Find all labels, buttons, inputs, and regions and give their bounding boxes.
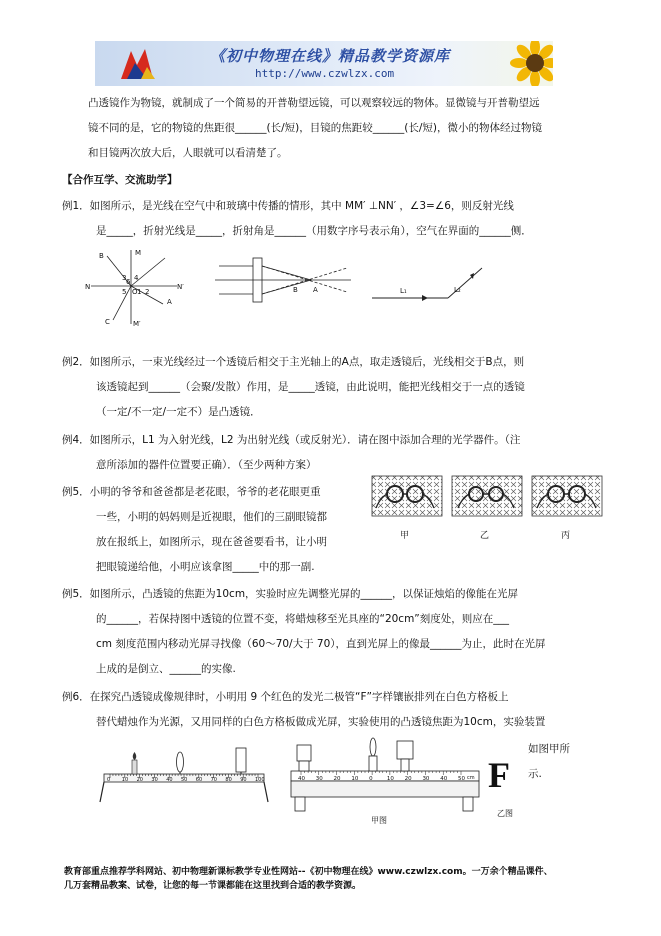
caption-jia-fig: 甲图	[371, 816, 387, 825]
ex5a-line-1: 例5．小明的爷爷和爸爸都是老花眼，爷爷的老花眼更重	[62, 486, 321, 498]
label-n-prime: N′	[177, 283, 184, 291]
label-4: 4	[134, 274, 139, 282]
banner-title: 《初中物理在线》精品教学资源库	[210, 47, 451, 65]
ray-label-l1: L₁	[400, 287, 407, 295]
ex6-line-1: 例6．在探究凸透镜成像规律时，小明用 9 个红色的发光二极管“F”字样镶嵌排列在白色方格板上	[62, 691, 509, 703]
apparatus-tick-label: 30	[315, 776, 323, 782]
bench-tick-label: 100	[255, 777, 265, 783]
apparatus-unit: cm	[467, 775, 475, 781]
ex5b-line-3: cm 刻度范围内移动光屏寻找像（60～70/大于 70），直到光屏上的像最______为止，此时在光屏	[96, 638, 546, 650]
ex5a-line-4: 把眼镜递给他，小明应该拿图_____中的那一副.	[96, 561, 315, 573]
label-5: 5	[122, 288, 127, 296]
caption-yi: 乙	[480, 531, 490, 541]
bench-tick-label: 30	[151, 777, 158, 783]
banner-url: http://www.czwlzx.com	[255, 67, 395, 80]
apparatus-tick-label: 20	[404, 776, 412, 782]
apparatus-tick-label: 10	[351, 776, 359, 782]
apparatus-source	[297, 745, 311, 771]
caption-yi-fig: 乙图	[497, 809, 513, 818]
apparatus-tick-label: 40	[298, 776, 305, 782]
ray-l1-l2-diagram	[370, 262, 510, 312]
bench-tick-label: 90	[240, 777, 247, 783]
letter-f: F	[488, 755, 510, 795]
glasses-figures	[370, 474, 610, 544]
apparatus-screen	[397, 741, 413, 771]
lens-label-b: B	[293, 286, 298, 294]
label-m-prime: M′	[133, 320, 141, 328]
ex1-line-2: 是_____，折射光线是_____，折射角是______（用数字序号表示角），空气在界面的______侧．	[96, 225, 532, 237]
bench-tick-label: 50	[181, 777, 188, 783]
caption-bing: 丙	[561, 531, 571, 541]
intro-line-2: 镜不同的是，它的物镜的焦距很______(长/短)，目镜的焦距较______(长/短)，微小的物体经过物镜	[88, 122, 542, 134]
label-3: 3	[122, 274, 127, 282]
bench-tick-label: 60	[195, 777, 203, 783]
apparatus-tick-label: 50	[458, 776, 465, 782]
lens-ray-diagram	[215, 252, 355, 312]
intro-line-1: 凸透镜作为物镜，就制成了一个简易的开普勒望远镜，可以观察较远的物体。显微镜与开普勒望远	[88, 97, 540, 109]
intro-line-3: 和目镜两次放大后，人眼就可以看清楚了。	[88, 147, 288, 159]
footer-line-2: 几万套精品教案、试卷，让您的每一节课都能在这里找到合适的教学资源。	[64, 881, 362, 891]
lens-label-a: A	[313, 286, 318, 294]
ex5b-line-4: 上成的是倒立、______的实像.	[96, 663, 236, 675]
logo-icon	[117, 45, 157, 85]
label-2: 2	[145, 288, 150, 296]
header-banner	[95, 41, 553, 86]
label-6: 6	[126, 278, 131, 286]
bench-tick-label: 20	[136, 777, 143, 783]
apparatus-lens	[369, 738, 377, 771]
glasses-jia	[372, 476, 442, 516]
ex2-line-1: 例2．如图所示，一束光线经过一个透镜后相交于主光轴上的A点，取走透镜后，光线相交于B点，则	[62, 356, 525, 368]
apparatus-tick-label: 10	[386, 776, 394, 782]
bench-tick-label: 0	[107, 777, 111, 783]
ex5b-line-2: 的______，若保持图中透镜的位置不变，将蜡烛移至光具座的“20cm”刻度处，则应在___	[96, 613, 509, 625]
glasses-bing	[532, 476, 602, 516]
ex5b-line-1: 例5．如图所示，凸透镜的焦距为10cm，实验时应先调整光屏的______，以保证烛焰的像能在光屏	[62, 588, 519, 600]
bench-tick-label: 70	[210, 777, 217, 783]
label-a: A	[167, 298, 172, 306]
label-b: B	[99, 252, 104, 260]
ex4-line-1: 例4．如图所示，L1 为入射光线，L2 为出射光线（或反射光）．请在图中添加合理的光学器件。（注	[62, 434, 521, 446]
ex6-line-3b: 示.	[528, 768, 542, 780]
bench-tick-label: 40	[166, 777, 173, 783]
label-c: C	[105, 318, 110, 326]
bench-tick-label: 10	[121, 777, 129, 783]
apparatus-tick-label: 20	[333, 776, 341, 782]
ex6-line-2: 替代蜡烛作为光源，又用同样的白色方格板做成光屏，实验使用的凸透镜焦距为10cm，实验装置	[96, 716, 546, 728]
label-m: M	[135, 249, 142, 257]
glasses-yi	[452, 476, 522, 516]
ray-label-l2: L₂	[454, 286, 461, 294]
label-n: N	[85, 283, 91, 291]
label-1: 1	[137, 288, 142, 296]
apparatus-tick-label: 40	[440, 776, 448, 782]
sunflower-icon	[495, 41, 553, 86]
label-o: O	[132, 288, 138, 296]
section-title: 【合作互学、交流助学】	[62, 174, 178, 186]
ex2-line-3: （一定/不一定/一定不）是凸透镜．	[96, 406, 261, 418]
apparatus-tick-label: 0	[369, 776, 373, 782]
footer-line-1: 教育部重点推荐学科网站、初中物理新课标教学专业性网站--《初中物理在线》www.czwlzx.com。一万余个精品课件、	[64, 867, 553, 877]
refraction-diagram	[85, 248, 185, 328]
ex6-line-3a: 如图甲所	[528, 743, 570, 755]
apparatus-figure	[285, 735, 485, 825]
ex2-line-2: 该透镜起到______（会聚/发散）作用，是_____透镜，由此说明，能把光线相交于一点的透镜	[96, 381, 525, 393]
ex5a-line-2: 一些，小明的妈妈则是近视眼，他们的三副眼镜都	[96, 511, 327, 523]
apparatus-tick-label: 30	[422, 776, 430, 782]
caption-jia: 甲	[400, 531, 410, 541]
bench-tick-label: 80	[225, 777, 232, 783]
optical-bench	[100, 738, 270, 808]
ex4-line-2: 意所添加的器件位置要正确）．（至少两种方案）	[96, 459, 317, 471]
ex1-line-1: 例1．如图所示，是光线在空气中和玻璃中传播的情形，其中 MM′ ⊥NN′ ，∠3=∠6，则反射光线	[62, 200, 514, 212]
ex5a-line-3: 放在报纸上，如图所示，现在爸爸要看书，让小明	[96, 536, 327, 548]
